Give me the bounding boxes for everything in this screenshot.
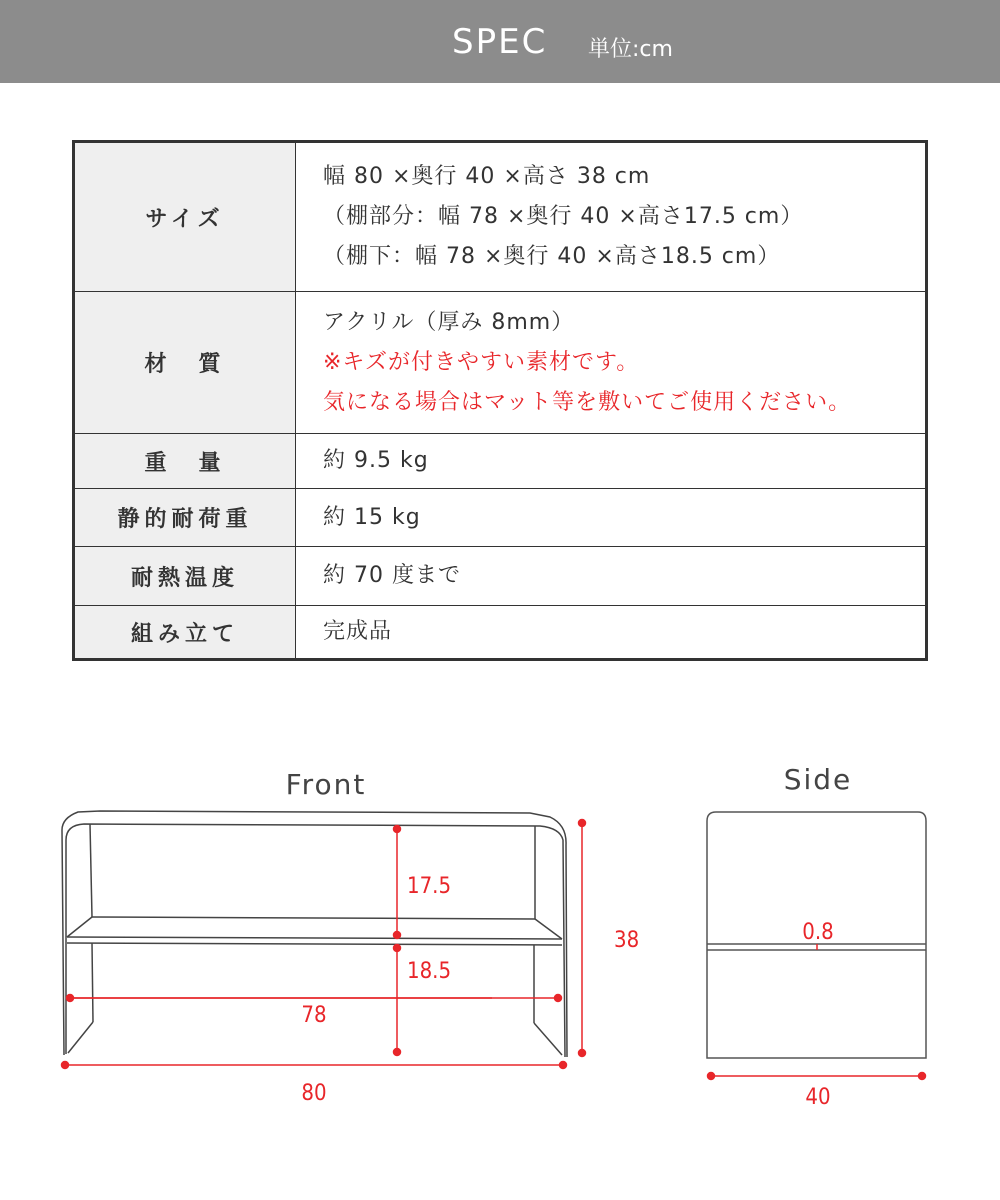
- size-line: （棚下：幅 78 ×奥行 40 ×高さ18.5 cm）: [323, 244, 781, 269]
- row-label: 材 質: [74, 292, 296, 434]
- page-title: SPEC: [452, 22, 548, 62]
- row-label: サイズ: [74, 142, 296, 292]
- lower-shelf-height-label: 18.5: [407, 959, 452, 984]
- total-height-label: 38: [614, 928, 640, 953]
- upper-shelf-height-label: 17.5: [407, 874, 452, 899]
- material-line: アクリル（厚み 8mm）: [323, 309, 575, 335]
- side-title: Side: [783, 763, 853, 796]
- size-line: （棚部分：幅 78 ×奥行 40 ×高さ17.5 cm）: [323, 204, 804, 229]
- material-note: ※キズが付きやすい素材です。: [323, 349, 640, 375]
- material-note: 気になる場合はマット等を敷いてご使用ください。: [323, 389, 852, 415]
- unit-label: 単位:cm: [588, 37, 673, 62]
- size-line: 幅 80 ×奥行 40 ×高さ 38 cm: [323, 164, 651, 189]
- row-value: 約 70 度まで: [296, 547, 927, 606]
- inner-width-label: 78: [301, 1003, 327, 1028]
- row-value: 約 9.5 kg: [296, 434, 927, 489]
- total-width-label: 80: [301, 1081, 327, 1106]
- row-label: 組み立て: [74, 606, 296, 660]
- row-value: 約 15 kg: [296, 489, 927, 547]
- front-title: Front: [285, 768, 367, 801]
- row-label: 重 量: [74, 434, 296, 489]
- side-dimension-lines: [708, 944, 926, 1080]
- depth-label: 40: [805, 1085, 831, 1110]
- thickness-label: 0.8: [802, 920, 834, 945]
- row-label: 静的耐荷重: [74, 489, 296, 547]
- row-label: 耐熱温度: [74, 547, 296, 606]
- row-value: 完成品: [296, 606, 927, 660]
